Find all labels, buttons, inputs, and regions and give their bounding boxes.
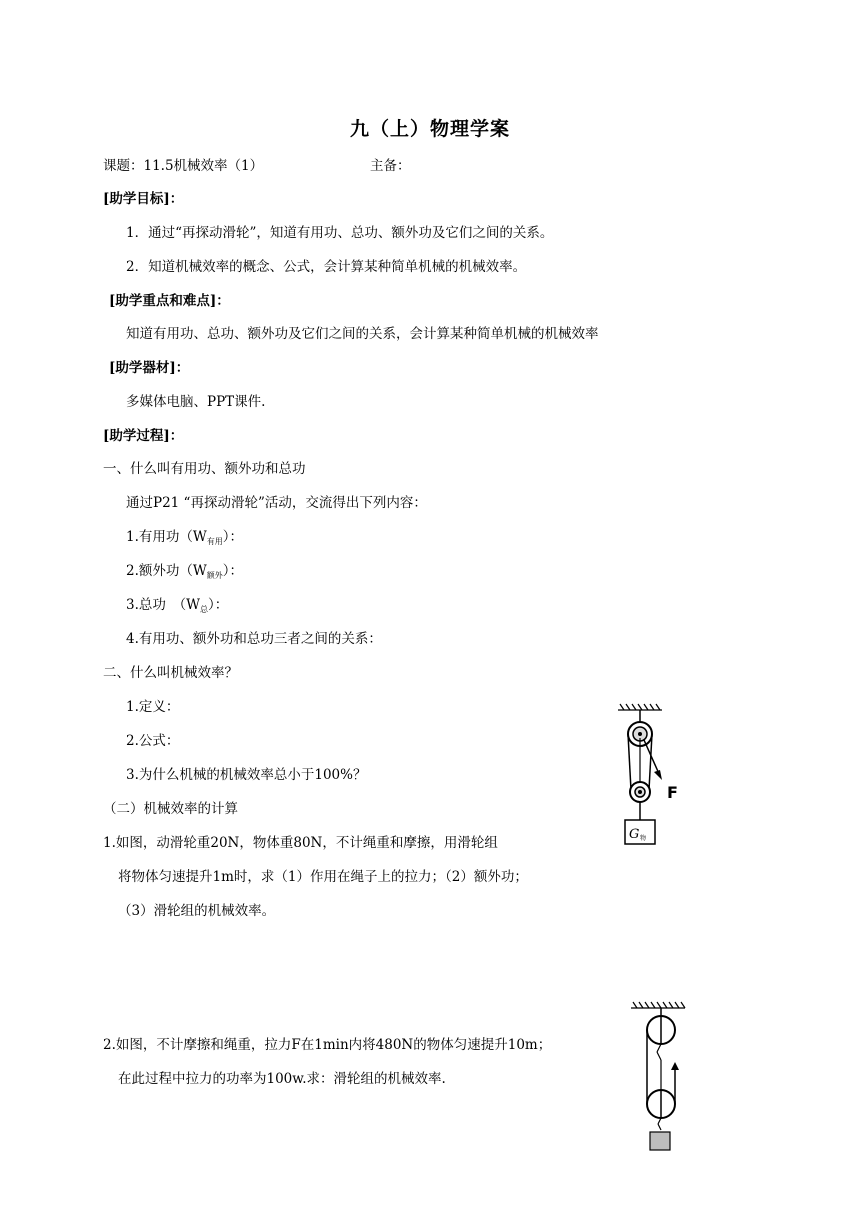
- useful-work-item: 1.有用功$(W_{有用})$：: [126, 529, 244, 546]
- topic-line: 课题：11.5机械效率（1）: [103, 158, 264, 174]
- weight-label: G: [629, 827, 640, 842]
- page-title: 九（上）物理学案: [349, 118, 510, 140]
- section1-title: 一、什么叫有用功、额外功和总功: [103, 461, 306, 477]
- why-item: 3.为什么机械的机械效率总小于100%？: [126, 767, 367, 783]
- force-arrow: [644, 740, 662, 780]
- ceiling-hatch-2: [631, 1002, 685, 1008]
- goal-item-2: 2．知道机械效率的概念、公式，会计算某种简单机械的机械效率。: [126, 259, 527, 275]
- total-work-item: 3.总功 $(W_总)$：: [126, 597, 229, 614]
- definition-item: 1.定义：: [126, 699, 180, 715]
- question1-line3: （3）滑轮组的机械效率。: [118, 903, 276, 919]
- fixed-pulley-2: [647, 1016, 675, 1044]
- section1-intro: 通过P21 “再探动滑轮”活动，交流得出下列内容：: [126, 495, 427, 511]
- question2-line1: 2.如图，不计摩擦和绳重，拉力F在1min内将480N的物体匀速提升10m；: [103, 1037, 552, 1053]
- equipment-heading: [助学器材]：: [109, 360, 190, 376]
- section2-title: 二、什么叫机械效率？: [103, 665, 238, 681]
- ceiling-hatch: [618, 704, 662, 710]
- author-line: 主备：: [370, 158, 411, 174]
- process-heading: [助学过程]：: [103, 428, 184, 444]
- pulley-figure-2: [625, 1000, 695, 1160]
- weight-block-2: [650, 1132, 670, 1150]
- weight-sub: 物: [640, 835, 647, 842]
- relation-item: 4.有用功、额外功和总功三者之间的关系：: [126, 631, 382, 647]
- section3-title: （二）机械效率的计算: [103, 801, 238, 817]
- movable-pulley: [630, 782, 650, 802]
- key-points-text: 知道有用功、总功、额外功及它们之间的关系，会计算某种简单机械的机械效率: [126, 326, 599, 342]
- pulley-figure-1: [610, 700, 690, 850]
- goal-item-1: 1．通过“再探动滑轮”，知道有用功、总功、额外功及它们之间的关系。: [126, 225, 554, 241]
- formula-item: 2.公式：: [126, 733, 180, 749]
- movable-pulley-2: [647, 1090, 675, 1118]
- equipment-text: 多媒体电脑、PPT课件.: [126, 394, 266, 410]
- question1-line2: 将物体匀速提升1m时，求（1）作用在绳子上的拉力；（2）额外功；: [118, 869, 528, 885]
- question1-line1: 1.如图，动滑轮重20N，物体重80N，不计绳重和摩擦，用滑轮组: [103, 835, 498, 851]
- extra-work-item: 2.额外功$(W_{额外})$：: [126, 563, 244, 580]
- key-points-heading: [助学重点和难点]：: [109, 293, 230, 309]
- question2-line2: 在此过程中拉力的功率为100w.求：滑轮组的机械效率.: [118, 1071, 446, 1087]
- goals-heading: [助学目标]：: [103, 191, 184, 207]
- force-label: F: [667, 783, 678, 802]
